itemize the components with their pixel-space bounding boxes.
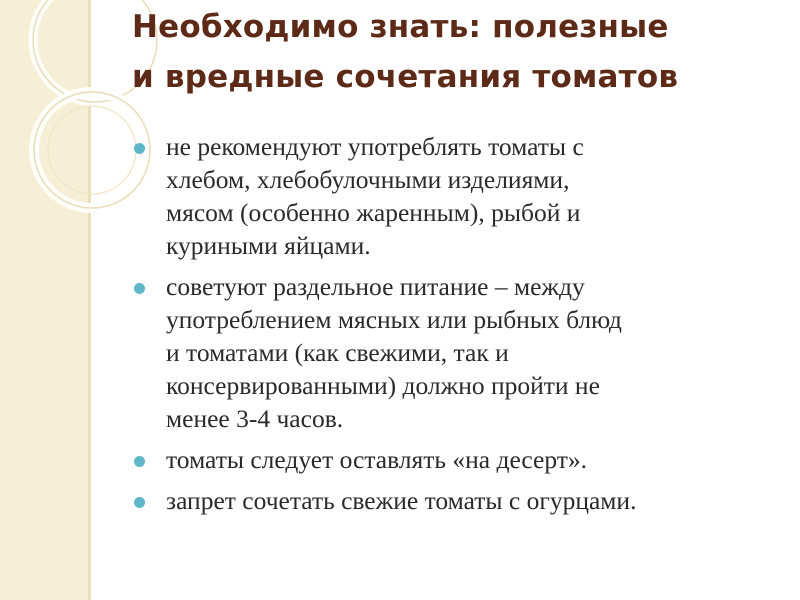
bullet-dot-icon xyxy=(134,283,145,294)
bullet-line: куриными яйцами. xyxy=(166,231,371,260)
bullet-line: советуют раздельное питание – между xyxy=(166,272,585,301)
slide-title-line: и вредные сочетания томатов xyxy=(132,59,679,95)
bullet-line: и томатами (как свежими, так и xyxy=(166,338,509,367)
slide-title xyxy=(132,2,772,102)
bullet-item xyxy=(130,484,780,517)
bullet-item xyxy=(130,130,780,262)
bullet-line: мясом (особенно жаренным), рыбой и xyxy=(166,198,581,227)
bullet-dot-icon xyxy=(134,497,145,508)
bullet-dot-icon xyxy=(134,143,145,154)
bullet-line: менее 3-4 часов. xyxy=(166,404,344,433)
bullet-item xyxy=(130,270,780,435)
bullet-dot-icon xyxy=(134,456,145,467)
bullet-list xyxy=(130,130,780,525)
bullet-line: хлебом, хлебобулочными изделиями, xyxy=(166,165,570,194)
bullet-line: не рекомендуют употреблять томаты с xyxy=(166,132,584,161)
bullet-item xyxy=(130,443,780,476)
bullet-line: томаты следует оставлять «на десерт». xyxy=(166,445,588,474)
bullet-line: употреблением мясных или рыбных блюд xyxy=(166,305,622,334)
bullet-line: консервированными) должно пройти не xyxy=(166,371,600,400)
slide-title-line: Необходимо знать: полезные xyxy=(132,9,669,45)
bullet-line: запрет сочетать свежие томаты с огурцами. xyxy=(166,486,637,515)
